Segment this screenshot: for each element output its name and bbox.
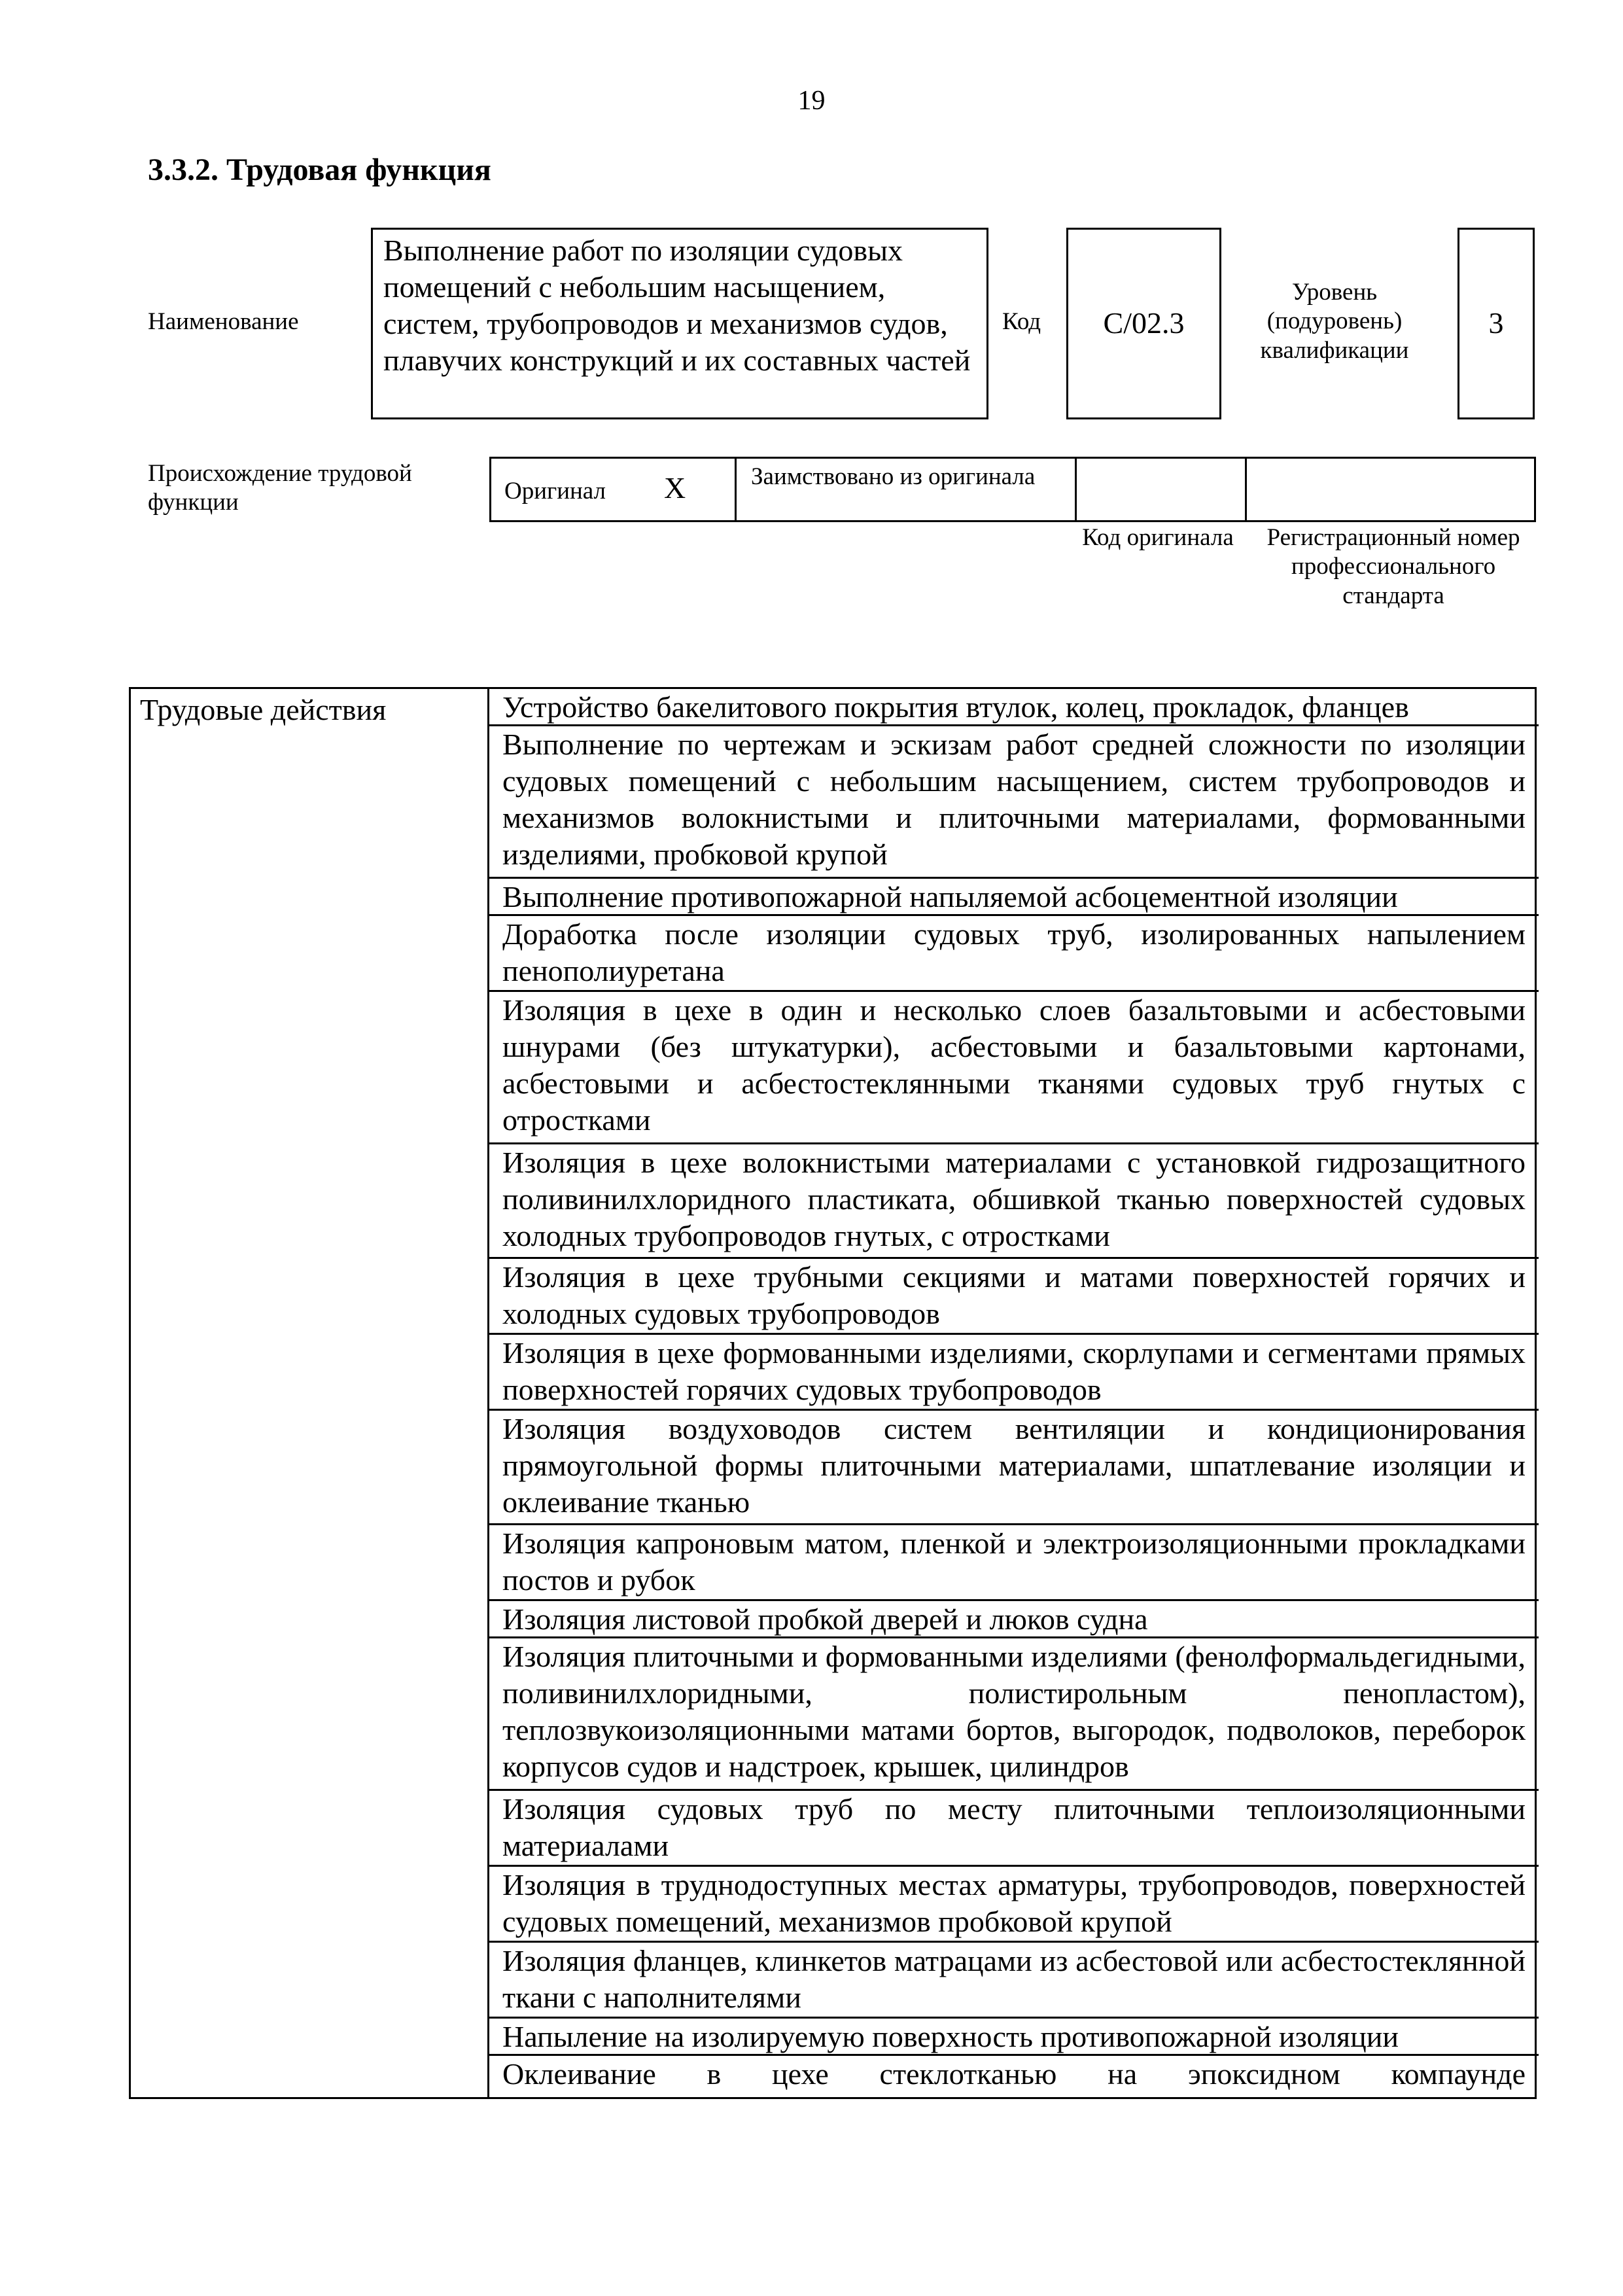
labor-action-row: Изоляция в цехе в один и несколько слоев базальтовыми и асбестовыми шнурами (без штукатурки), асбестовыми и базальтовыми картонами, асбестовыми и асбестостеклянными тканями судовых труб гнутых с отростками (489, 992, 1539, 1144)
qualification-level: 3 (1488, 306, 1504, 340)
labor-action-row: Изоляция листовой пробкой дверей и люков судна (489, 1601, 1539, 1638)
labor-action-row: Изоляция в труднодоступных местах арматуры, трубопроводов, поверхностей судовых помещений, механизмов пробковой крупой (489, 1867, 1539, 1943)
labor-actions-table (129, 687, 1537, 2099)
level-box (1457, 228, 1535, 419)
labor-action-row: Изоляция судовых труб по месту плиточными теплоизоляционными материалами (489, 1791, 1539, 1867)
labor-action-row: Устройство бакелитового покрытия втулок, колец, прокладок, фланцев (489, 689, 1539, 726)
labor-action-row: Доработка после изоляции судовых труб, изолированных напылением пенополиуретана (489, 916, 1539, 992)
labor-action-row: Изоляция воздуховодов систем вентиляции и кондиционирования прямоугольной формы плиточными материалами, шпатлевание изоляции и оклеивание тканью (489, 1411, 1539, 1525)
function-name: Выполнение работ по изоляции судовых помещений с небольшим насыщением, систем, трубопроводов и механизмов судов, плавучих конструкций и их составных частей (383, 234, 971, 378)
origin-code-cell (1077, 459, 1247, 520)
labor-action-row: Выполнение по чертежам и эскизам работ средней сложности по изоляции судовых помещений с небольшим насыщением, систем трубопроводов и механизмов волокнистыми и плиточными материалами, формованными изделиями, пробковой крупой (489, 726, 1539, 879)
origin-borrowed-cell (737, 459, 1077, 520)
caption-code: Код оригинала (1082, 524, 1234, 551)
labor-action-row: Напыление на изолируемую поверхность противопожарной изоляции (489, 2019, 1539, 2056)
origin-row (489, 457, 1536, 522)
level-label: Уровень (подуровень) квалификации (1260, 279, 1409, 364)
function-name-box (371, 228, 988, 419)
labor-action-row: Изоляция плиточными и формованными изделиями (фенолформальдегидными, поливинилхлоридными, полистирольным пенопластом), теплозвукоизоляционными матами бортов, выгородок, подволоков, переборок корпусов судов и надстроек, крышек, цилиндров (489, 1638, 1539, 1791)
section-title: 3.3.2. Трудовая функция (148, 152, 491, 187)
labor-action-row: Оклеивание в цехе стеклотканью на эпоксидном компаунде (502, 2057, 1526, 2091)
labor-action-row: Выполнение противопожарной напыляемой асбоцементной изоляции (489, 879, 1539, 916)
original-label: Оригинал (504, 478, 606, 504)
original-mark: X (664, 471, 686, 504)
labor-action-row: Изоляция фланцев, клинкетов матрацами из асбестовой или асбестостеклянной ткани с наполнителями (489, 1943, 1539, 2019)
function-code: C/02.3 (1103, 306, 1185, 340)
page-number: 19 (797, 86, 826, 116)
code-label: Код (1002, 308, 1041, 335)
labor-action-row: Изоляция в цехе трубными секциями и матами поверхностей горячих и холодных судовых трубопроводов (489, 1259, 1539, 1335)
labor-action-row: Изоляция в цехе волокнистыми материалами с установкой гидрозащитного поливинилхлоридного пластиката, обшивкой тканью поверхностей судовых холодных трубопроводов гнутых, с отростками (489, 1144, 1539, 1259)
code-box (1066, 228, 1221, 419)
labor-actions-label: Трудовые действия (140, 693, 387, 726)
origin-original-cell (491, 459, 737, 520)
borrowed-label: Заимствовано из оригинала (751, 463, 1036, 490)
caption-reg: Регистрационный номер профессионального стандарта (1266, 524, 1520, 609)
labor-actions-list (487, 689, 1539, 2097)
labor-action-row: Изоляция в цехе формованными изделиями, скорлупами и сегментами прямых поверхностей горячих судовых трубопроводов (489, 1335, 1539, 1411)
origin-label: Происхождение трудовой функции (148, 460, 412, 516)
labor-action-row: Изоляция капроновым матом, пленкой и электроизоляционными прокладками постов и рубок (489, 1525, 1539, 1601)
name-label: Наименование (148, 308, 299, 335)
origin-reg-cell (1247, 459, 1536, 520)
